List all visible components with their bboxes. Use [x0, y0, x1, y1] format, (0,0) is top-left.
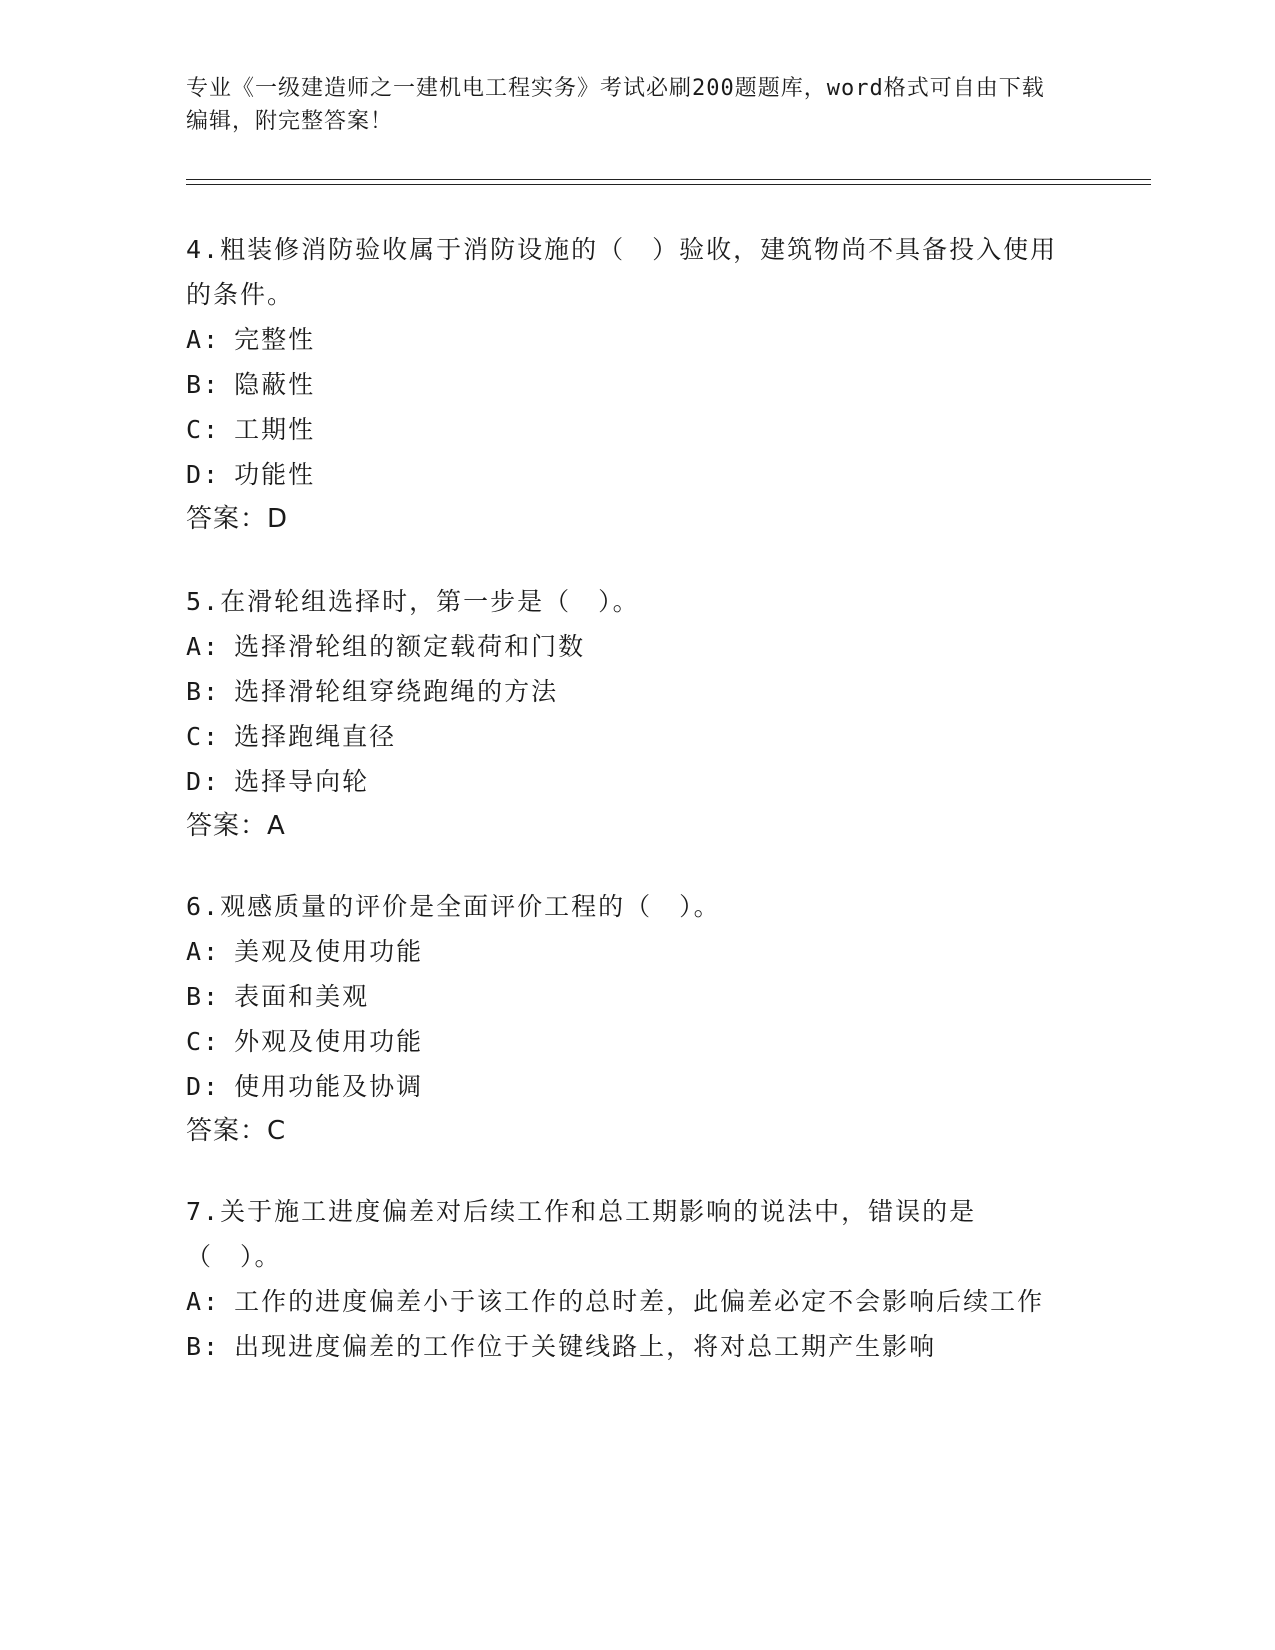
answer-label: 答案：C: [186, 1116, 287, 1146]
option-key: D:: [186, 460, 221, 489]
document-header: 专业《一级建造师之一建机电工程实务》考试必刷200题题库，word格式可自由下载编辑，附完整答案！: [186, 76, 1045, 134]
option-key: D:: [186, 767, 221, 796]
option-a: [186, 1279, 1066, 1324]
option-key: C:: [186, 415, 221, 444]
option-key: A:: [186, 325, 221, 354]
option-text: 隐蔽性: [234, 370, 316, 399]
answer-label: 答案：A: [186, 811, 286, 841]
option-key: A:: [186, 937, 221, 966]
option-d: [186, 452, 1066, 497]
question-stem: 7.关于施工进度偏差对后续工作和总工期影响的说法中，错误的是（ ）。: [186, 1197, 977, 1271]
header-divider-top: [186, 179, 1151, 180]
question-6: [186, 884, 1066, 1154]
question-stem: 5.在滑轮组选择时，第一步是（ ）。: [186, 587, 640, 616]
option-d: [186, 759, 1066, 804]
option-text: 外观及使用功能: [234, 1027, 424, 1056]
option-b: [186, 974, 1066, 1019]
question-stem: 6.观感质量的评价是全面评价工程的（ ）。: [186, 892, 721, 921]
option-text: 出现进度偏差的工作位于关键线路上，将对总工期产生影响: [234, 1332, 937, 1361]
option-b: [186, 669, 1066, 714]
option-text: 完整性: [234, 325, 316, 354]
option-key: B:: [186, 370, 221, 399]
option-key: A:: [186, 1287, 221, 1316]
question-4: [186, 227, 1066, 542]
option-text: 选择滑轮组的额定载荷和门数: [234, 632, 586, 661]
option-b: [186, 1324, 1066, 1369]
option-text: 功能性: [234, 460, 316, 489]
option-a: [186, 624, 1066, 669]
option-key: B:: [186, 677, 221, 706]
option-text: 使用功能及协调: [234, 1072, 424, 1101]
option-key: B:: [186, 1332, 221, 1361]
question-7: [186, 1189, 1066, 1369]
option-a: [186, 317, 1066, 362]
option-b: [186, 362, 1066, 407]
option-c: [186, 1019, 1066, 1064]
question-5: [186, 579, 1066, 849]
option-key: A:: [186, 632, 221, 661]
option-text: 表面和美观: [234, 982, 370, 1011]
option-text: 工作的进度偏差小于该工作的总时差，此偏差必定不会影响后续工作: [234, 1287, 1045, 1316]
option-key: B:: [186, 982, 221, 1011]
option-text: 选择跑绳直径: [234, 722, 397, 751]
question-stem: 4.粗装修消防验收属于消防设施的（ ）验收，建筑物尚不具备投入使用的条件。: [186, 235, 1058, 309]
option-a: [186, 929, 1066, 974]
option-text: 工期性: [234, 415, 316, 444]
header-divider-bottom: [186, 184, 1151, 185]
option-c: [186, 714, 1066, 759]
answer-label: 答案：D: [186, 504, 289, 534]
option-text: 选择滑轮组穿绕跑绳的方法: [234, 677, 559, 706]
option-key: C:: [186, 722, 221, 751]
option-text: 选择导向轮: [234, 767, 370, 796]
option-key: C:: [186, 1027, 221, 1056]
option-text: 美观及使用功能: [234, 937, 424, 966]
option-c: [186, 407, 1066, 452]
option-key: D:: [186, 1072, 221, 1101]
option-d: [186, 1064, 1066, 1109]
